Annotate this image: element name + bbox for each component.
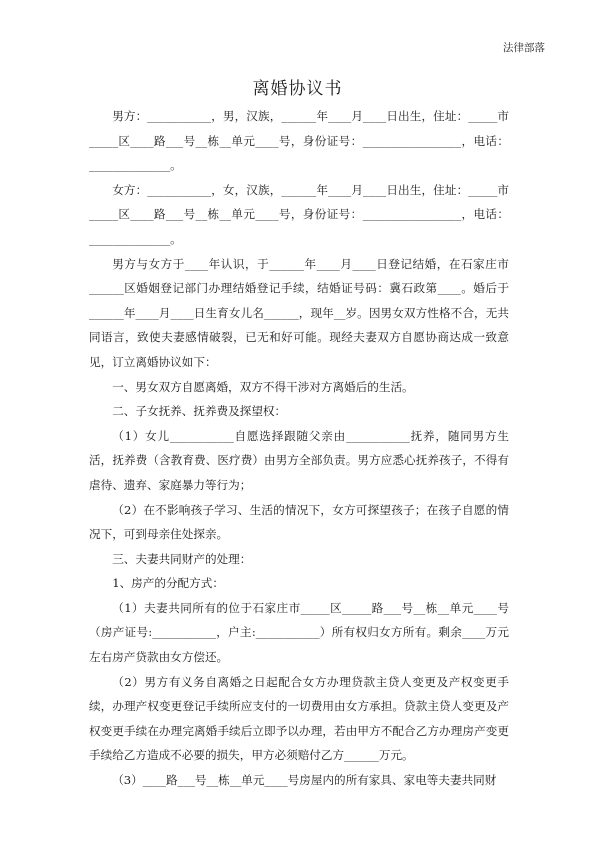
paragraph-wife-info: 女方：___________，女，汉族，______年____月____日出生，住址：_____市_____区____路___号__栋__单元____号，身份证号：_________________，电话：______________。: [89, 182, 509, 246]
clause-1-divorce: 一、男女双方自愿离婚，双方不得干涉对方离婚后的生活。: [112, 379, 414, 394]
clause-3-subheading-property: 1、房产的分配方式：: [112, 576, 224, 591]
clause-2-item-1: （1）女儿___________自愿选择跟随父亲由___________抚养，随同男方生活，抚养费（含教育费、医疗费）由男方全部负责。男方应悉心抚养孩子，不得有虐待、遗弃、家庭暴力等行为；: [89, 428, 509, 492]
paragraph-background: 男方与女方于____年认识，于______年____月____日登记结婚，在石家庄市______区婚姻登记部门办理结婚登记手续，结婚证号码：冀石政第____。婚后于______年____月____日生育女儿名______，现年__岁。因男女双方性格不合，无共同语言，致使夫妻感情破裂，已无和好可能。现经夫妻双方自愿协商达成一致意见，订立离婚协议如下：: [89, 256, 509, 369]
clause-2-heading: 二、子女抚养、抚养费及探望权：: [112, 404, 287, 419]
clause-3-item-1: （1）夫妻共同所有的位于石家庄市_____区_____路___号__栋__单元____号（房产证号:___________，户主:___________）所有权归女方所有。剩余____万元左右房产贷款由女方偿还。: [89, 600, 509, 665]
document-body: [89, 104, 509, 793]
paragraph-husband-info: 男方：___________，男，汉族，______年____月____日出生，住址：_____市_____区____路___号__栋__单元____号，身份证号：_________________，电话：______________。: [89, 109, 509, 173]
clause-3-heading: 三、夫妻共同财产的处理：: [112, 551, 252, 566]
document-title: 离婚协议书: [252, 79, 343, 99]
clause-3-item-3: （3）____路___号__栋__单元____号房屋内的所有家具、家电等夫妻共同财: [112, 773, 497, 788]
header-tag: 法律部落: [503, 42, 545, 54]
clause-2-item-2: （2）在不影响孩子学习、生活的情况下，女方可探望孩子；在孩子自愿的情况下，可到母亲住处探亲。: [89, 502, 509, 542]
clause-3-item-2: （2）男方有义务自离婚之日起配合女方办理贷款主贷人变更及产权变更手续，办理产权变更登记手续所应支付的一切费用由女方承担。贷款主贷人变更及产权变更手续在办理完离婚手续后立即予以办理，若由甲方不配合乙方办理房产变更手续给乙方造成不必要的损失，甲方必须赔付乙方______万元。: [89, 674, 509, 763]
